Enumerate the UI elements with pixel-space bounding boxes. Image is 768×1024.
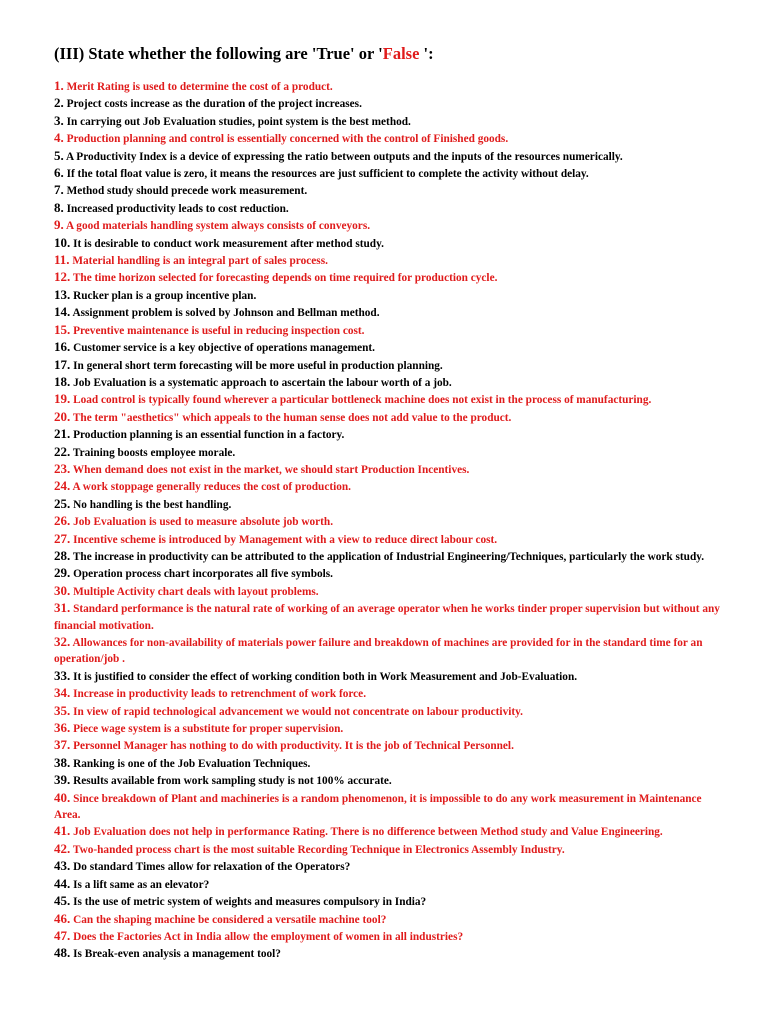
statement-number: 29. xyxy=(54,565,71,581)
statement-item xyxy=(54,737,728,754)
statement-item xyxy=(54,322,728,339)
statement-text: Results available from work sampling study is not 100% accurate. xyxy=(73,775,392,788)
statement-number: 9. xyxy=(54,217,64,233)
statement-item xyxy=(54,720,728,737)
statement-number: 2. xyxy=(54,95,64,111)
statement-text: A good materials handling system always consists of conveyors. xyxy=(65,220,371,233)
statement-text: Ranking is one of the Job Evaluation Techniques. xyxy=(73,757,311,770)
statement-list xyxy=(54,78,728,963)
statement-item xyxy=(54,409,728,426)
statement-number: 4. xyxy=(54,130,64,146)
statement-number: 44. xyxy=(54,875,71,891)
statement-number: 27. xyxy=(54,530,71,546)
statement-item xyxy=(54,703,728,720)
statement-text: Is Break-even analysis a management tool? xyxy=(73,948,281,961)
statement-text: When demand does not exist in the market, we should start Production Incentives. xyxy=(72,463,470,476)
statement-item xyxy=(54,287,728,304)
statement-item xyxy=(54,461,728,478)
statement-item xyxy=(54,357,728,374)
statement-item xyxy=(54,548,728,565)
statement-text: Does the Factories Act in India allow the employment of women in all industries? xyxy=(73,930,464,943)
statement-number: 18. xyxy=(54,373,71,389)
statement-number: 47. xyxy=(54,927,71,943)
statement-number: 37. xyxy=(54,737,71,753)
statement-number: 16. xyxy=(54,339,71,355)
statement-item xyxy=(54,634,728,668)
statement-text: No handling is the best handling. xyxy=(73,498,232,511)
statement-item xyxy=(54,600,728,634)
statement-text: Personnel Manager has nothing to do with productivity. It is the job of Technical Personnel. xyxy=(73,740,514,753)
statement-text: It is desirable to conduct work measurement after method study. xyxy=(73,237,384,250)
statement-number: 11. xyxy=(54,252,70,268)
statement-number: 17. xyxy=(54,356,71,372)
statement-text: In carrying out Job Evaluation studies, point system is the best method. xyxy=(66,115,411,128)
statement-number: 41. xyxy=(54,823,71,839)
statement-text: The time horizon selected for forecasting depends on time required for production cycle. xyxy=(72,272,498,285)
statement-item xyxy=(54,945,728,962)
statement-number: 19. xyxy=(54,391,71,407)
heading-prefix: (III) State whether the following are 'True' or ' xyxy=(54,44,383,63)
statement-text: Production planning is an essential function in a factory. xyxy=(73,429,345,442)
statement-number: 6. xyxy=(54,165,64,181)
statement-item xyxy=(54,911,728,928)
statement-text: Job Evaluation is a systematic approach to ascertain the labour worth of a job. xyxy=(73,376,452,389)
statement-text: Assignment problem is solved by Johnson and Bellman method. xyxy=(72,307,380,320)
statement-item xyxy=(54,217,728,234)
statement-number: 38. xyxy=(54,754,71,770)
statement-number: 28. xyxy=(54,547,71,563)
statement-number: 25. xyxy=(54,495,71,511)
statement-item xyxy=(54,565,728,582)
statement-text: The increase in productivity can be attributed to the application of Industrial Engineering/Techniques, particularly the work study. xyxy=(72,550,705,563)
statement-number: 5. xyxy=(54,147,64,163)
statement-item xyxy=(54,426,728,443)
statement-number: 48. xyxy=(54,945,71,961)
statement-text: In general short term forecasting will be more useful in production planning. xyxy=(73,359,443,372)
statement-number: 42. xyxy=(54,840,71,856)
statement-text: Job Evaluation does not help in performance Rating. There is no difference between Method study and Value Engineering. xyxy=(73,826,663,839)
statement-item xyxy=(54,113,728,130)
statement-text: Customer service is a key objective of operations management. xyxy=(73,342,375,355)
statement-number: 24. xyxy=(54,478,71,494)
statement-text: Allowances for non-availability of materials power failure and breakdown of machines are provided for in the standard time for an operation/job . xyxy=(54,637,703,666)
statement-text: It is justified to consider the effect of working condition both in Work Measurement and Job-Evaluation. xyxy=(73,670,578,683)
statement-number: 32. xyxy=(54,634,71,649)
statement-text: Preventive maintenance is useful in reducing inspection cost. xyxy=(73,324,365,337)
statement-item xyxy=(54,513,728,530)
statement-number: 21. xyxy=(54,426,71,442)
statement-item xyxy=(54,130,728,147)
statement-text: If the total float value is zero, it means the resources are just sufficient to complete the activity without delay. xyxy=(66,168,589,181)
statement-item xyxy=(54,876,728,893)
statement-number: 46. xyxy=(54,910,71,926)
statement-text: Two-handed process chart is the most suitable Recording Technique in Electronics Assembly Industry. xyxy=(72,843,565,856)
statement-text: Production planning and control is essentially concerned with the control of Finished goods. xyxy=(66,133,509,146)
statement-text: Multiple Activity chart deals with layout problems. xyxy=(73,585,319,598)
statement-number: 3. xyxy=(54,112,64,128)
statement-item xyxy=(54,478,728,495)
statement-item xyxy=(54,252,728,269)
statement-number: 8. xyxy=(54,199,64,215)
statement-number: 35. xyxy=(54,702,71,718)
statement-item xyxy=(54,165,728,182)
statement-item xyxy=(54,148,728,165)
statement-item xyxy=(54,374,728,391)
statement-number: 40. xyxy=(54,789,71,805)
statement-text: Job Evaluation is used to measure absolute job worth. xyxy=(73,516,334,529)
statement-number: 30. xyxy=(54,582,71,598)
heading-suffix: ': xyxy=(419,44,434,63)
statement-item xyxy=(54,858,728,875)
statement-item xyxy=(54,304,728,321)
statement-text: A work stoppage generally reduces the cost of production. xyxy=(72,481,351,494)
statement-number: 20. xyxy=(54,408,71,424)
statement-text: Merit Rating is used to determine the cost of a product. xyxy=(66,81,333,93)
statement-text: Do standard Times allow for relaxation of the Operators? xyxy=(73,861,351,874)
statement-number: 34. xyxy=(54,685,71,701)
statement-text: Increase in productivity leads to retrenchment of work force. xyxy=(73,688,367,701)
statement-item xyxy=(54,391,728,408)
statement-text: The term "aesthetics" which appeals to the human sense does not add value to the product. xyxy=(72,411,512,424)
statement-number: 31. xyxy=(54,600,71,616)
statement-text: Is the use of metric system of weights and measures compulsory in India? xyxy=(73,896,427,909)
statement-item xyxy=(54,269,728,286)
statement-item xyxy=(54,200,728,217)
statement-text: Training boosts employee morale. xyxy=(72,446,236,459)
statement-item xyxy=(54,444,728,461)
statement-number: 7. xyxy=(54,182,64,198)
statement-text: Material handling is an integral part of sales process. xyxy=(72,255,328,268)
statement-item xyxy=(54,928,728,945)
statement-number: 23. xyxy=(54,460,71,476)
statement-item xyxy=(54,95,728,112)
statement-number: 43. xyxy=(54,858,71,874)
statement-item xyxy=(54,772,728,789)
statement-text: Project costs increase as the duration of the project increases. xyxy=(66,98,362,111)
statement-text: A Productivity Index is a device of expressing the ratio between outputs and the inputs of the resources numerically. xyxy=(65,150,623,163)
statement-item xyxy=(54,182,728,199)
statement-text: Since breakdown of Plant and machineries is a random phenomenon, it is impossible to do any work measurement in Maintenance Area. xyxy=(54,792,702,822)
statement-text: Can the shaping machine be considered a versatile machine tool? xyxy=(73,913,387,926)
statement-number: 1. xyxy=(54,78,64,93)
statement-number: 13. xyxy=(54,286,71,302)
statement-text: In view of rapid technological advancement we would not concentrate on labour productivity. xyxy=(73,705,523,718)
statement-text: Rucker plan is a group incentive plan. xyxy=(73,289,257,302)
statement-number: 12. xyxy=(54,269,71,285)
statement-text: Method study should precede work measurement. xyxy=(66,185,308,198)
statement-number: 14. xyxy=(54,304,71,320)
statement-text: Load control is typically found wherever a particular bottleneck machine does not exist in the process of manufacturing. xyxy=(73,394,652,407)
statement-number: 36. xyxy=(54,720,71,736)
statement-number: 39. xyxy=(54,772,71,788)
section-heading xyxy=(54,44,728,64)
statement-item xyxy=(54,339,728,356)
statement-item xyxy=(54,755,728,772)
statement-item xyxy=(54,668,728,685)
statement-item xyxy=(54,841,728,858)
statement-text: Is a lift same as an elevator? xyxy=(73,878,210,891)
statement-item xyxy=(54,685,728,702)
statement-item xyxy=(54,893,728,910)
statement-text: Increased productivity leads to cost reduction. xyxy=(66,202,289,215)
statement-item xyxy=(54,790,728,824)
statement-number: 10. xyxy=(54,234,71,250)
statement-item xyxy=(54,235,728,252)
statement-number: 33. xyxy=(54,667,71,683)
statement-text: Standard performance is the natural rate of working of an average operator when he works tinder proper supervision but without any financial motivation. xyxy=(54,603,720,632)
statement-item xyxy=(54,531,728,548)
statement-item xyxy=(54,496,728,513)
statement-number: 26. xyxy=(54,513,71,529)
statement-number: 15. xyxy=(54,321,71,337)
heading-false-word: False xyxy=(382,44,420,63)
statement-number: 45. xyxy=(54,893,71,909)
statement-number: 22. xyxy=(54,443,71,459)
statement-text: Piece wage system is a substitute for proper supervision. xyxy=(73,723,344,736)
statement-item xyxy=(54,78,728,95)
statement-item xyxy=(54,823,728,840)
statement-item xyxy=(54,583,728,600)
statement-text: Operation process chart incorporates all five symbols. xyxy=(73,568,333,581)
statement-text: Incentive scheme is introduced by Management with a view to reduce direct labour cost. xyxy=(73,533,498,546)
